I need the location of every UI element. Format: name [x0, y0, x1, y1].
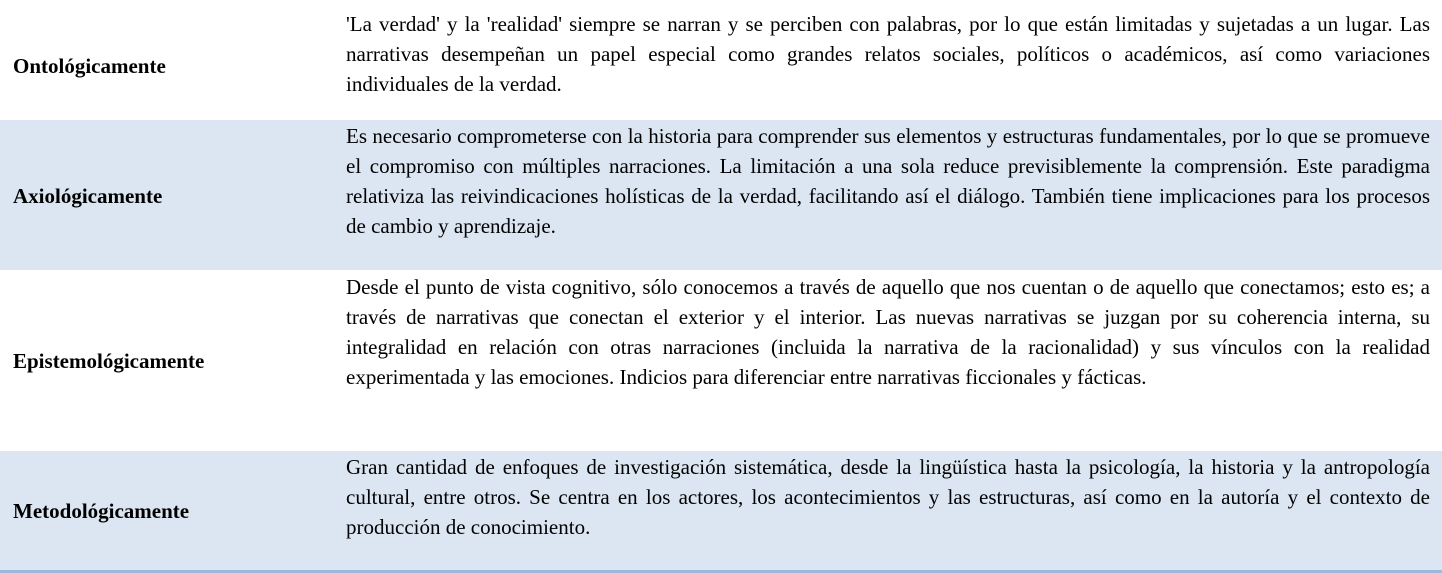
row-description: 'La verdad' y la 'realidad' siempre se narran y se perciben con palabras, por lo que están limitadas y sujetadas a un lugar. Las narrativas desempeñan un papel especial como grandes relatos sociales, políticos o académicos, así como variaciones individuales de la verdad.	[346, 12, 1430, 96]
row-term: Axiológicamente	[13, 184, 163, 208]
row-term: Metodológicamente	[13, 499, 190, 523]
table-row-ontologicamente	[0, 0, 1442, 120]
table-row-axiologicamente	[0, 120, 1442, 270]
row-description: Desde el punto de vista cognitivo, sólo conocemos a través de aquello que nos cuentan o de aquello que conectamos; esto es; a través de narrativas que conectan el exterior y el interior. Las nuevas narrativas se juzgan por su coherencia interna, su integralidad en relación con otras narraciones (incluida la narrativa de la racionalidad) y sus vínculos con la realidad experimentada y las emociones. Indicios para diferenciar entre narrativas ficcionales y fácticas.	[346, 275, 1430, 389]
row-description: Es necesario comprometerse con la historia para comprender sus elementos y estructuras fundamentales, por lo que se promueve el compromiso con múltiples narraciones. La limitación a una sola reduce previsiblemente la comprensión. Este paradigma relativiza las reivindicaciones holísticas de la verdad, facilitando así el diálogo. También tiene implicaciones para los procesos de cambio y aprendizaje.	[346, 124, 1430, 238]
row-term: Ontológicamente	[13, 54, 166, 78]
row-term: Epistemológicamente	[13, 349, 205, 373]
row-description: Gran cantidad de enfoques de investigación sistemática, desde la lingüística hasta la psicología, la historia y la antropología cultural, entre otros. Se centra en los actores, los acontecimientos y las estructuras, así como en la autoría y el contexto de producción de conocimiento.	[346, 455, 1430, 539]
table-row-epistemologicamente	[0, 270, 1442, 451]
table-row-metodologicamente	[0, 451, 1442, 570]
